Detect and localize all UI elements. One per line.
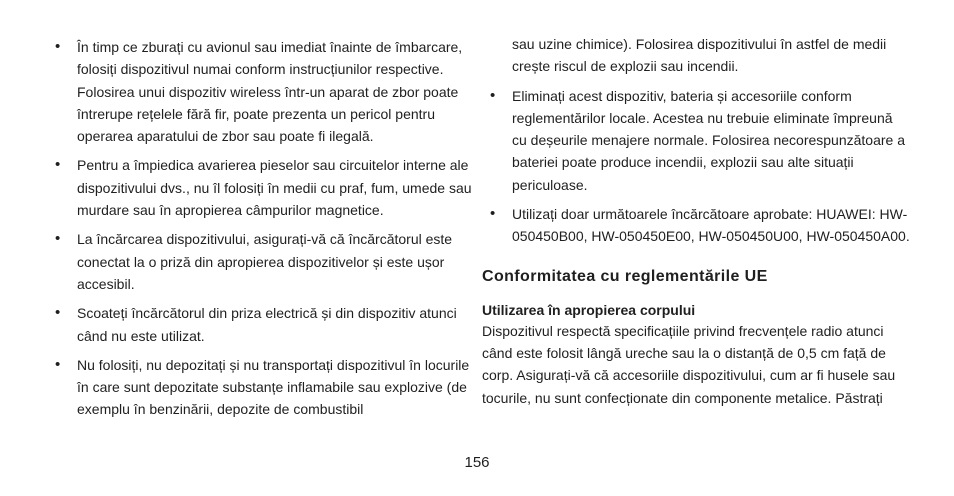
page-number: 156 <box>464 454 490 471</box>
continued-text: sau uzine chimice). Folosirea dispozitivului în astfel de medii crește riscul de explozii sau incendii. <box>512 36 887 75</box>
section-heading: Conformitatea cu reglementările UE <box>482 267 768 285</box>
list-item: • În timp ce zburați cu avionul sau imediat înainte de îmbarcare, folosiți dispozitivul numai conform instrucțiunilor respective. Folosirea unui dispozitiv wireless într-un aparat de zbor poate întrerupe rețelele fără fir, poate prezenta un pericol pentru operarea aparatului de zbor sau poate fi ilegală. <box>55 36 475 147</box>
list-item: • Utilizați doar următoarele încărcătoare aprobate: HUAWEI: HW-050450B00, HW-050450E00, HW-050450U00, HW-050450A00. <box>482 203 910 248</box>
list-item: • Eliminați acest dispozitiv, bateria și accesoriile conform reglementărilor locale. Acestea nu trebuie eliminate împreună cu deșeurile menajere normale. Folosirea necorespunzătoare a bateriei poate produce incendii, explozii sau alte situații periculoase. <box>482 85 910 196</box>
left-column <box>55 36 475 428</box>
subheading: Utilizarea în apropierea corpului <box>482 301 696 318</box>
list-item: • Nu folosiți, nu depozitați și nu transportați dispozitivul în locurile în care sunt depozitate substanțe inflamabile sau explozive (de exemplu în benzinării, depozite de combustibil <box>55 354 475 421</box>
safety-bullet-list <box>55 36 475 421</box>
disposal-bullet-list <box>482 85 910 248</box>
list-item: • La încărcarea dispozitivului, asigurați-vă că încărcătorul este conectat la o priză din apropierea dispozitivelor și este ușor accesibil. <box>55 228 475 295</box>
body-paragraph: Dispozitivul respectă specificațiile privind frecvențele radio atunci când este folosit lângă ureche sau la o distanță de 0,5 cm față de corp. Asigurați-vă că accesoriile dispozitivului, cum ar fi husele sau tocurile, nu sunt confecționate din componente metalice. Păstrați <box>482 322 896 406</box>
list-item: • Pentru a împiedica avarierea pieselor sau circuitelor interne ale dispozitivului dvs., nu îl folosiți în medii cu praf, fum, umede sau murdare sau în apropierea câmpurilor magnetice. <box>55 154 475 221</box>
right-column <box>482 33 910 409</box>
list-item: • Scoateți încărcătorul din priza electrică și din dispozitiv atunci când nu este utilizat. <box>55 302 475 347</box>
